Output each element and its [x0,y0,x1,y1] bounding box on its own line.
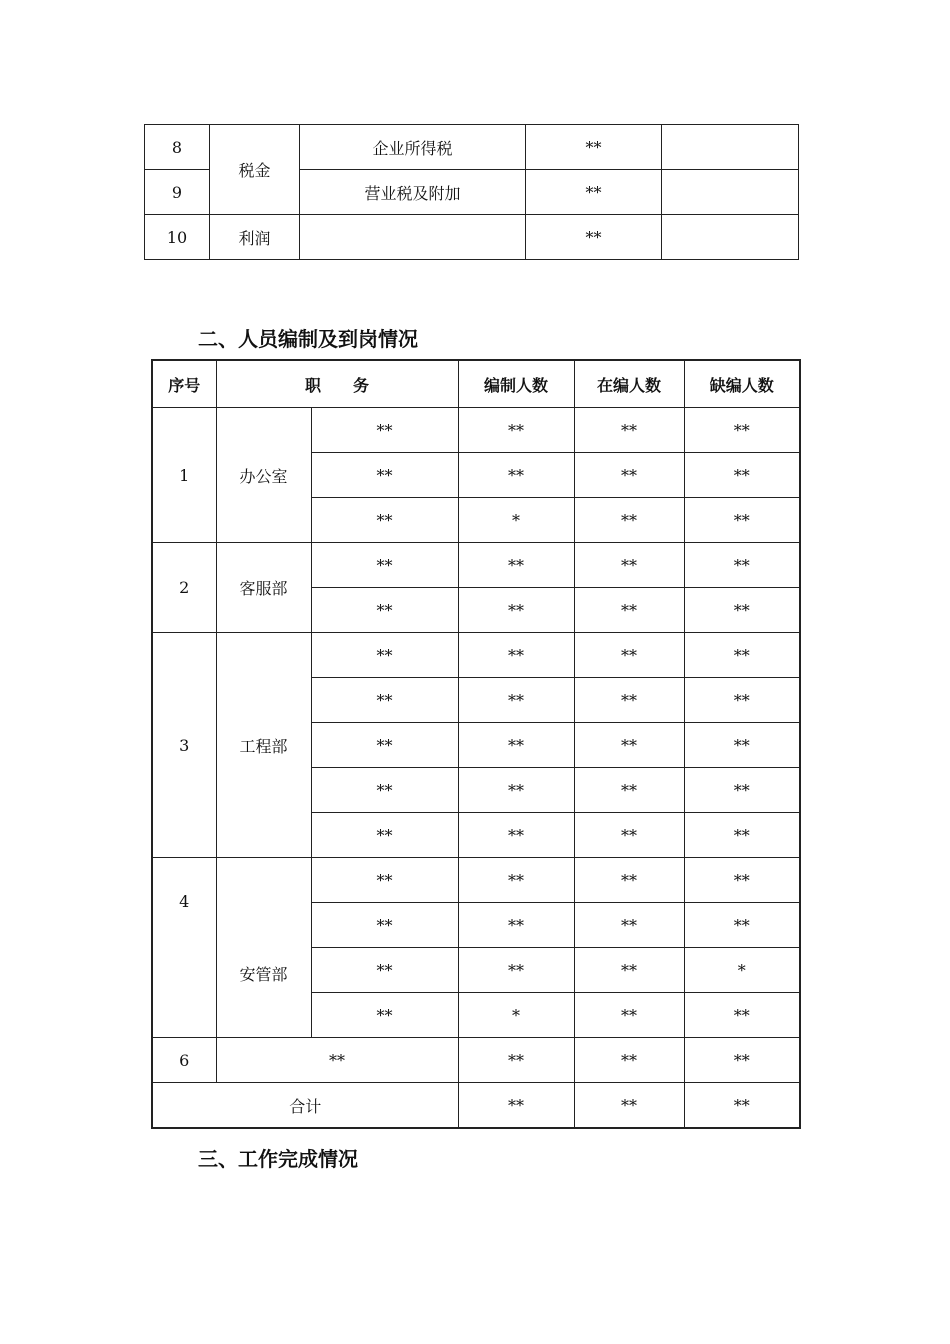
current-cell: ** [574,543,684,588]
table-row [152,1038,800,1083]
position-cell: ** [311,993,458,1038]
total-current: ** [574,1083,684,1129]
quota-cell: ** [458,813,574,858]
item-cell [300,215,526,260]
header-current: 在编人数 [574,360,684,408]
quota-cell: * [458,498,574,543]
header-vacant: 缺编人数 [684,360,800,408]
current-cell: ** [574,813,684,858]
vacant-cell: ** [684,993,800,1038]
vacant-cell: ** [684,858,800,903]
header-row [152,360,800,408]
header-seq: 序号 [152,360,216,408]
group-number: 6 [152,1038,216,1083]
vacant-cell: ** [684,678,800,723]
vacant-cell: * [684,948,800,993]
current-cell: ** [574,408,684,453]
current-cell: ** [574,498,684,543]
quota-cell: ** [458,1038,574,1083]
vacant-cell: ** [684,903,800,948]
table-row [145,125,799,170]
table-row [152,408,800,453]
table-row [145,215,799,260]
category-cell: 利润 [210,215,300,260]
group-number: 4 [152,858,216,1038]
current-cell: ** [574,588,684,633]
quota-cell: ** [458,723,574,768]
position-cell: ** [311,858,458,903]
position-cell: ** [311,678,458,723]
group-number: 2 [152,543,216,633]
current-cell: ** [574,1038,684,1083]
position-cell: ** [311,453,458,498]
current-cell: ** [574,633,684,678]
vacant-cell: ** [684,813,800,858]
position-cell: ** [311,813,458,858]
vacant-cell: ** [684,408,800,453]
quota-cell: ** [458,408,574,453]
position-cell: ** [311,543,458,588]
row-number: 10 [145,215,210,260]
total-row [152,1083,800,1129]
staffing-table [151,359,801,1129]
section-title: 二、人员编制及到岗情况 [198,327,418,351]
row-number: 9 [145,170,210,215]
finance-table [144,124,799,260]
group-number: 3 [152,633,216,858]
position-cell: ** [311,903,458,948]
quota-cell: ** [458,948,574,993]
department-cell: 安管部 [216,858,311,1038]
quota-cell: ** [458,858,574,903]
quota-cell: ** [458,903,574,948]
section-title: 三、工作完成情况 [198,1147,358,1171]
table-row [152,633,800,678]
value-cell: ** [526,170,662,215]
vacant-cell: ** [684,498,800,543]
current-cell: ** [574,858,684,903]
table-row [152,858,800,903]
current-cell: ** [574,993,684,1038]
vacant-cell: ** [684,633,800,678]
position-cell: ** [311,588,458,633]
position-cell: ** [311,408,458,453]
current-cell: ** [574,948,684,993]
row-number: 8 [145,125,210,170]
current-cell: ** [574,903,684,948]
position-cell: ** [311,768,458,813]
group-number: 1 [152,408,216,543]
current-cell: ** [574,768,684,813]
position-cell: ** [216,1038,458,1083]
current-cell: ** [574,678,684,723]
category-cell: 税金 [210,125,300,215]
extra-cell [662,125,799,170]
department-cell: 客服部 [216,543,311,633]
department-cell: 办公室 [216,408,311,543]
current-cell: ** [574,723,684,768]
vacant-cell: ** [684,1038,800,1083]
position-cell: ** [311,498,458,543]
table-row [152,543,800,588]
item-cell: 企业所得税 [300,125,526,170]
quota-cell: * [458,993,574,1038]
quota-cell: ** [458,543,574,588]
value-cell: ** [526,125,662,170]
header-quota: 编制人数 [458,360,574,408]
position-cell: ** [311,948,458,993]
header-position: 职 务 [216,360,458,408]
quota-cell: ** [458,768,574,813]
quota-cell: ** [458,588,574,633]
department-cell: 工程部 [216,633,311,858]
value-cell: ** [526,215,662,260]
quota-cell: ** [458,453,574,498]
vacant-cell: ** [684,588,800,633]
quota-cell: ** [458,633,574,678]
total-vacant: ** [684,1083,800,1129]
position-cell: ** [311,723,458,768]
current-cell: ** [574,453,684,498]
position-cell: ** [311,633,458,678]
vacant-cell: ** [684,543,800,588]
quota-cell: ** [458,678,574,723]
extra-cell [662,170,799,215]
extra-cell [662,215,799,260]
vacant-cell: ** [684,723,800,768]
vacant-cell: ** [684,453,800,498]
total-label: 合计 [152,1083,458,1129]
item-cell: 营业税及附加 [300,170,526,215]
total-quota: ** [458,1083,574,1129]
vacant-cell: ** [684,768,800,813]
